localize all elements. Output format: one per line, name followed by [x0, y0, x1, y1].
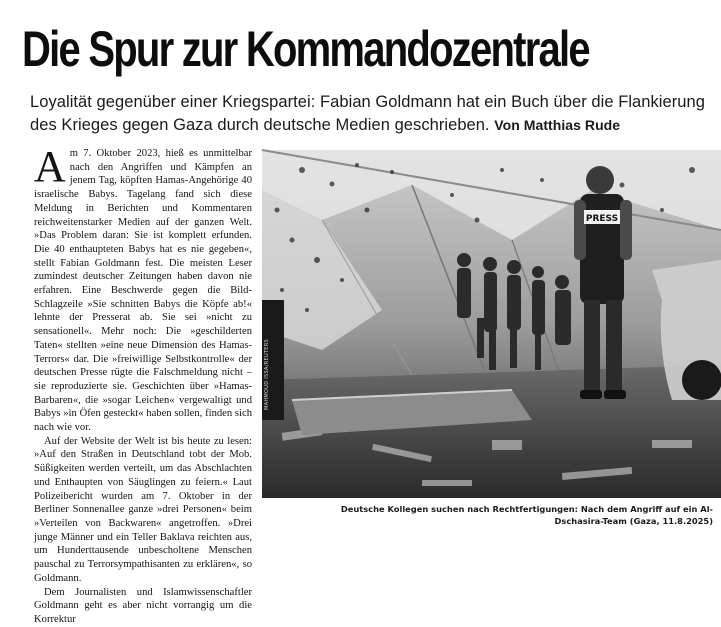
drop-cap: A — [34, 142, 66, 191]
photo-illustration — [262, 150, 721, 498]
photo-caption: Deutsche Kollegen suchen nach Rechtfertigungen: Nach dem Angriff auf ein Al-Dschasira-Team (Gaza, 11.8.2025) — [340, 504, 713, 526]
byline: Von Matthias Rude — [494, 117, 621, 133]
article-body — [34, 142, 252, 625]
paragraph-3: Dem Journalisten und Islamwissenschaftler Goldmann geht es aber nicht vorrangig um die Korrektur — [34, 586, 252, 625]
press-vest-label: PRESS — [585, 214, 619, 224]
paragraph-1 — [34, 142, 252, 435]
photo-credit: MAHMOUD ISSA/REUTERS — [264, 338, 270, 410]
paragraph-2: Auf der Website der Welt ist bis heute zu lesen: »Auf den Straßen in Deutschland tobt der Mob. Süßigkeiten werden verteilt, um das Abschlachten und Enthaupten von Säuglingen zu feiern.« Laut Polizeibericht wurden am 7. Oktober in der Berliner Sonnenallee ganze »drei Personen« beim »Verteilen von Backwaren« angetroffen. »Drei junge Männer und ein Teller Baklava reichten aus, um Hunderttausende unbescholtene Menschen pauschal zu Terrorsympathisanten zu erklären«, so Goldmann. — [34, 435, 252, 584]
paragraph-1-text: m 7. Oktober 2023, hieß es unmittelbar nach den Angriffen und Kämpfen an jenem Tag, köpften Hamas-Angehörige 40 israelische Babys. Tagelang fand sich diese Meldung in Berichten und Kommentaren reichweitenstarker Medien auf der ganzen Welt. »Das Problem daran: Sie ist komplett erfunden. Die 40 enthaupteten Babys hat es nie gegeben«, stellt Fabian Goldmann fest. Die meisten Leser zumindest deutscher Zeitungen haben davon nie erfahren. Eine Beschwerde gegen die Bild-Schlagzeile »Sie schnitten Babys die Köpfe ab!« lehnte der Presserat ab. Sie sei »nicht zu sensationell«. Mehr noch: Die »geschilderten Taten« stellten »eine neue Dimension des Hamas-Terrors« dar. Die »freiwillige Selbstkontrolle« der deutschen Presse rügte die Falschmeldung nicht – sie reproduzierte sie. Geschichten über »Hamas-Barbaren«, die »sogar Leichen« vergewaltigt und Babys »in Öfen gesteckt« haben sollen, finden sich nach wie vor. — [34, 148, 252, 434]
article-photo — [262, 150, 721, 498]
standfirst — [30, 91, 720, 137]
standfirst-text: Loyalität gegenüber einer Kriegspartei: Fabian Goldmann hat ein Buch über die Flankierung des Krieges gegen Gaza durch deutsche Medien geschrieben. — [30, 93, 705, 134]
headline: Die Spur zur Kommandozentrale — [22, 21, 589, 77]
